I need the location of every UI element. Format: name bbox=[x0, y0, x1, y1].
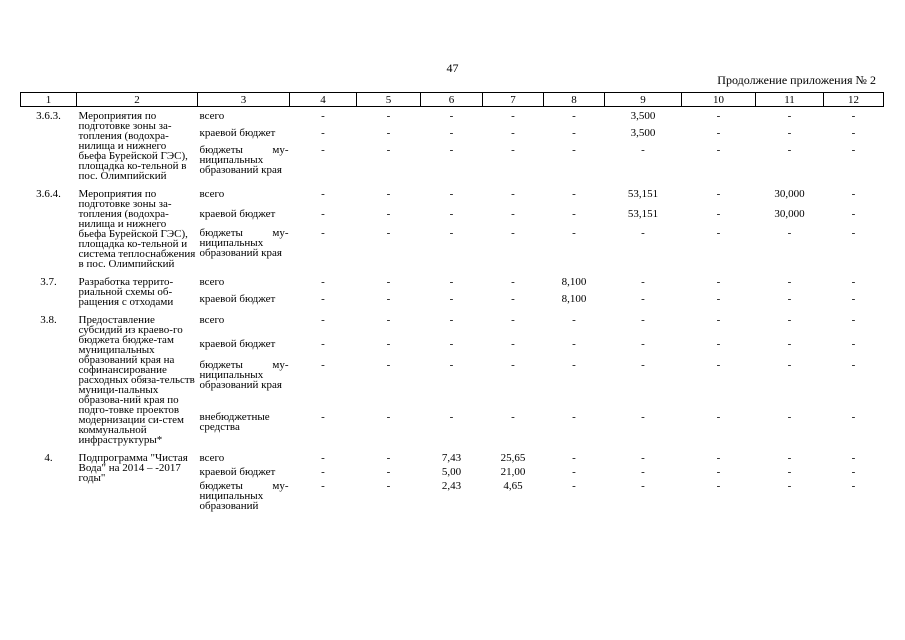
value-cell-col-4: - bbox=[321, 110, 325, 122]
value-cell-col-12: - bbox=[851, 452, 856, 464]
value-cell-col-5: - bbox=[386, 143, 391, 156]
value-cell-col-12: - bbox=[851, 188, 856, 200]
value-cell-col-5: - bbox=[386, 452, 391, 464]
value-cell-col-9: - bbox=[641, 452, 645, 464]
column-header-3: 3 bbox=[198, 93, 290, 107]
value-cell-col-11: - bbox=[787, 293, 792, 306]
funding-source: бюджеты му-ниципальных образований bbox=[199, 480, 289, 512]
column-header-11: 11 bbox=[756, 93, 824, 107]
value-cell-col-12: - bbox=[851, 337, 856, 350]
value-cell-col-12: - bbox=[851, 110, 856, 122]
value-cell-col-6: - bbox=[449, 359, 454, 372]
value-cell-col-4: - bbox=[321, 127, 325, 140]
value-cell-col-4: - bbox=[321, 337, 325, 350]
page-number: 47 bbox=[446, 61, 459, 75]
value-cell-col-11: - bbox=[787, 143, 792, 156]
table-row bbox=[21, 185, 884, 209]
table-row bbox=[21, 311, 884, 339]
item-number: 3.8. bbox=[40, 314, 57, 326]
funding-source: всего bbox=[199, 276, 225, 288]
value-cell-col-7: - bbox=[511, 314, 515, 326]
value-cell-col-5: - bbox=[386, 276, 391, 288]
column-header-1: 1 bbox=[21, 93, 77, 107]
value-cell-col-8: - bbox=[572, 143, 576, 156]
table-row bbox=[21, 107, 884, 129]
value-cell-col-11: - bbox=[787, 127, 792, 140]
funding-source: бюджеты му-ниципальных образований края bbox=[199, 143, 289, 176]
value-cell-col-5: - bbox=[386, 110, 391, 122]
value-cell-col-10: - bbox=[716, 480, 721, 492]
value-cell-col-5: - bbox=[386, 226, 391, 239]
funding-source: всего bbox=[199, 452, 225, 464]
value-cell-col-7: 4,65 bbox=[503, 480, 523, 492]
value-cell-col-4: - bbox=[321, 188, 325, 200]
value-cell-col-4: - bbox=[321, 276, 325, 288]
value-cell-col-5: - bbox=[386, 293, 391, 306]
value-cell-col-5: - bbox=[386, 208, 391, 220]
column-header-6: 6 bbox=[421, 93, 483, 107]
value-cell-col-7: - bbox=[511, 208, 515, 220]
value-cell-col-6: - bbox=[449, 337, 454, 350]
value-cell-col-6: 5,00 bbox=[441, 466, 462, 478]
value-cell-col-8: - bbox=[572, 127, 576, 140]
value-cell-col-6: 2,43 bbox=[441, 480, 462, 492]
value-cell-col-4: - bbox=[321, 314, 325, 326]
value-cell-col-9: - bbox=[641, 359, 645, 372]
value-cell-col-6: - bbox=[449, 188, 454, 200]
value-cell-col-5: - bbox=[386, 127, 391, 140]
value-cell-col-10: - bbox=[716, 452, 721, 464]
value-cell-col-9: 3,500 bbox=[630, 127, 656, 140]
value-cell-col-8: - bbox=[572, 480, 576, 492]
value-cell-col-9: - bbox=[641, 276, 645, 288]
value-cell-col-7: - bbox=[511, 143, 515, 156]
value-cell-col-10: - bbox=[716, 143, 721, 156]
column-header-5: 5 bbox=[357, 93, 421, 107]
value-cell-col-6: - bbox=[449, 226, 454, 239]
value-cell-col-5: - bbox=[386, 188, 391, 200]
funding-source: бюджеты му-ниципальных образований края bbox=[199, 226, 289, 259]
value-cell-col-4: - bbox=[321, 226, 325, 239]
value-cell-col-9: 53,151 bbox=[627, 208, 659, 220]
value-cell-col-11: - bbox=[787, 110, 792, 122]
table-row bbox=[21, 449, 884, 467]
funding-source: краевой бюджет bbox=[199, 208, 276, 220]
value-cell-col-5: - bbox=[386, 466, 391, 478]
value-cell-col-5: - bbox=[386, 337, 391, 350]
value-cell-col-9: - bbox=[641, 226, 645, 239]
value-cell-col-7: - bbox=[511, 359, 515, 372]
value-cell-col-6: - bbox=[449, 143, 454, 156]
value-cell-col-8: - bbox=[572, 411, 576, 424]
value-cell-col-11: - bbox=[787, 452, 792, 464]
value-cell-col-8: - bbox=[572, 337, 576, 350]
value-cell-col-9: - bbox=[641, 314, 645, 326]
item-name: Мероприятия по подготовке зоны за-топления (водохра-нилища и нижнего бьефа Бурейской ГЭС), площадка ко-тельной и система теплоснабжения в пос. Олимпийский bbox=[78, 188, 196, 270]
value-cell-col-6: - bbox=[449, 110, 454, 122]
value-cell-col-5: - bbox=[386, 411, 391, 424]
column-header-4: 4 bbox=[290, 93, 357, 107]
value-cell-col-11: - bbox=[787, 276, 792, 288]
value-cell-col-10: - bbox=[716, 110, 721, 122]
value-cell-col-9: - bbox=[641, 480, 645, 492]
value-cell-col-8: - bbox=[572, 466, 576, 478]
value-cell-col-11: 30,000 bbox=[774, 188, 805, 200]
value-cell-col-4: - bbox=[321, 466, 325, 478]
value-cell-col-7: - bbox=[511, 337, 515, 350]
funding-source: всего bbox=[199, 110, 225, 122]
value-cell-col-10: - bbox=[716, 293, 721, 306]
item-number: 3.6.4. bbox=[36, 188, 61, 200]
value-cell-col-7: 25,65 bbox=[500, 452, 526, 464]
value-cell-col-12: - bbox=[851, 127, 856, 140]
value-cell-col-7: - bbox=[511, 127, 515, 140]
value-cell-col-7: - bbox=[511, 188, 515, 200]
value-cell-col-9: 53,151 bbox=[627, 188, 659, 200]
value-cell-col-7: - bbox=[511, 411, 515, 424]
value-cell-col-10: - bbox=[716, 466, 721, 478]
value-cell-col-11: - bbox=[787, 480, 792, 492]
funding-source: всего bbox=[199, 314, 225, 326]
value-cell-col-10: - bbox=[716, 127, 721, 140]
value-cell-col-8: - bbox=[572, 452, 576, 464]
value-cell-col-4: - bbox=[321, 452, 325, 464]
value-cell-col-4: - bbox=[321, 359, 325, 372]
value-cell-col-10: - bbox=[716, 226, 721, 239]
value-cell-col-9: - bbox=[641, 466, 645, 478]
column-header-9: 9 bbox=[605, 93, 682, 107]
funding-source: всего bbox=[199, 188, 225, 200]
value-cell-col-6: - bbox=[449, 314, 454, 326]
value-cell-col-11: - bbox=[787, 411, 792, 424]
value-cell-col-11: - bbox=[787, 314, 792, 326]
column-header-2: 2 bbox=[77, 93, 198, 107]
value-cell-col-5: - bbox=[386, 314, 391, 326]
value-cell-col-4: - bbox=[321, 480, 325, 492]
value-cell-col-12: - bbox=[851, 466, 856, 478]
item-name: Предоставление субсидий из краево-го бюджета бюдже-там муниципальных образований края на софинансирование расходных обяза-тельств муници-пальных образова-ний края по подго-товке проектов модернизации си-стем коммунальной инфраструктуры* bbox=[78, 314, 195, 446]
funding-source: краевой бюджет bbox=[199, 466, 276, 478]
value-cell-col-11: - bbox=[787, 359, 792, 372]
item-name: Мероприятия по подготовке зоны за-топления (водохра-нилища и нижнего бьефа Бурейской ГЭС), площадка ко-тельной в пос. Олимпийский bbox=[78, 110, 188, 182]
value-cell-col-10: - bbox=[716, 314, 721, 326]
table-body bbox=[21, 107, 884, 516]
value-cell-col-12: - bbox=[851, 276, 856, 288]
value-cell-col-10: - bbox=[716, 337, 721, 350]
value-cell-col-12: - bbox=[851, 293, 856, 306]
value-cell-col-11: 30,000 bbox=[774, 208, 805, 220]
column-header-12: 12 bbox=[824, 93, 884, 107]
value-cell-col-10: - bbox=[716, 359, 721, 372]
value-cell-col-10: - bbox=[716, 276, 721, 288]
value-cell-col-4: - bbox=[321, 143, 325, 156]
column-header-8: 8 bbox=[544, 93, 605, 107]
funding-source: краевой бюджет bbox=[199, 127, 276, 140]
value-cell-col-8: - bbox=[572, 208, 576, 220]
value-cell-col-7: - bbox=[511, 110, 515, 122]
value-cell-col-12: - bbox=[851, 359, 856, 372]
value-cell-col-5: - bbox=[386, 359, 391, 372]
item-number: 3.6.3. bbox=[36, 110, 61, 122]
value-cell-col-10: - bbox=[716, 188, 721, 200]
value-cell-col-10: - bbox=[716, 411, 721, 424]
value-cell-col-9: - bbox=[641, 143, 645, 156]
value-cell-col-5: - bbox=[386, 480, 391, 492]
appendix-caption: Продолжение приложения № 2 bbox=[717, 73, 876, 87]
item-number: 3.7. bbox=[40, 276, 57, 288]
item-name: Подпрограмма "Чистая Вода" на 2014 – -2017 годы" bbox=[78, 452, 188, 484]
table-row bbox=[21, 273, 884, 294]
value-cell-col-6: 7,43 bbox=[441, 452, 462, 464]
value-cell-col-8: - bbox=[572, 359, 576, 372]
value-cell-col-8: - bbox=[572, 188, 576, 200]
value-cell-col-9: - bbox=[641, 293, 645, 306]
item-number: 4. bbox=[44, 452, 53, 464]
value-cell-col-6: - bbox=[449, 127, 454, 140]
column-header-7: 7 bbox=[483, 93, 544, 107]
item-name: Разработка террито-риальной схемы об-ращения с отходами bbox=[78, 276, 174, 308]
value-cell-col-9: 3,500 bbox=[630, 110, 656, 122]
value-cell-col-4: - bbox=[321, 411, 325, 424]
value-cell-col-12: - bbox=[851, 143, 856, 156]
funding-source: бюджеты му-ниципальных образований края bbox=[199, 359, 289, 392]
value-cell-col-4: - bbox=[321, 208, 325, 220]
value-cell-col-11: - bbox=[787, 226, 792, 239]
value-cell-col-12: - bbox=[851, 314, 856, 326]
value-cell-col-7: - bbox=[511, 226, 515, 239]
value-cell-col-8: 8,100 bbox=[561, 276, 587, 288]
funding-source: краевой бюджет bbox=[199, 293, 276, 306]
value-cell-col-6: - bbox=[449, 208, 454, 220]
funding-source: краевой бюджет bbox=[199, 337, 276, 350]
column-header-10: 10 bbox=[682, 93, 756, 107]
value-cell-col-4: - bbox=[321, 293, 325, 306]
value-cell-col-7: 21,00 bbox=[500, 466, 526, 478]
value-cell-col-11: - bbox=[787, 337, 792, 350]
value-cell-col-11: - bbox=[787, 466, 792, 478]
value-cell-col-6: - bbox=[449, 293, 454, 306]
table-header-row bbox=[21, 93, 884, 107]
value-cell-col-8: - bbox=[572, 226, 576, 239]
program-table bbox=[20, 92, 884, 515]
value-cell-col-12: - bbox=[851, 226, 856, 239]
value-cell-col-9: - bbox=[641, 337, 645, 350]
value-cell-col-7: - bbox=[511, 293, 515, 306]
value-cell-col-6: - bbox=[449, 411, 454, 424]
value-cell-col-10: - bbox=[716, 208, 721, 220]
value-cell-col-8: 8,100 bbox=[561, 293, 587, 306]
value-cell-col-12: - bbox=[851, 480, 856, 492]
value-cell-col-6: - bbox=[449, 276, 454, 288]
funding-source: внебюджетные средства bbox=[199, 411, 270, 434]
value-cell-col-8: - bbox=[572, 314, 576, 326]
value-cell-col-12: - bbox=[851, 208, 856, 220]
value-cell-col-12: - bbox=[851, 411, 856, 424]
value-cell-col-8: - bbox=[572, 110, 576, 122]
value-cell-col-7: - bbox=[511, 276, 515, 288]
value-cell-col-9: - bbox=[641, 411, 645, 424]
